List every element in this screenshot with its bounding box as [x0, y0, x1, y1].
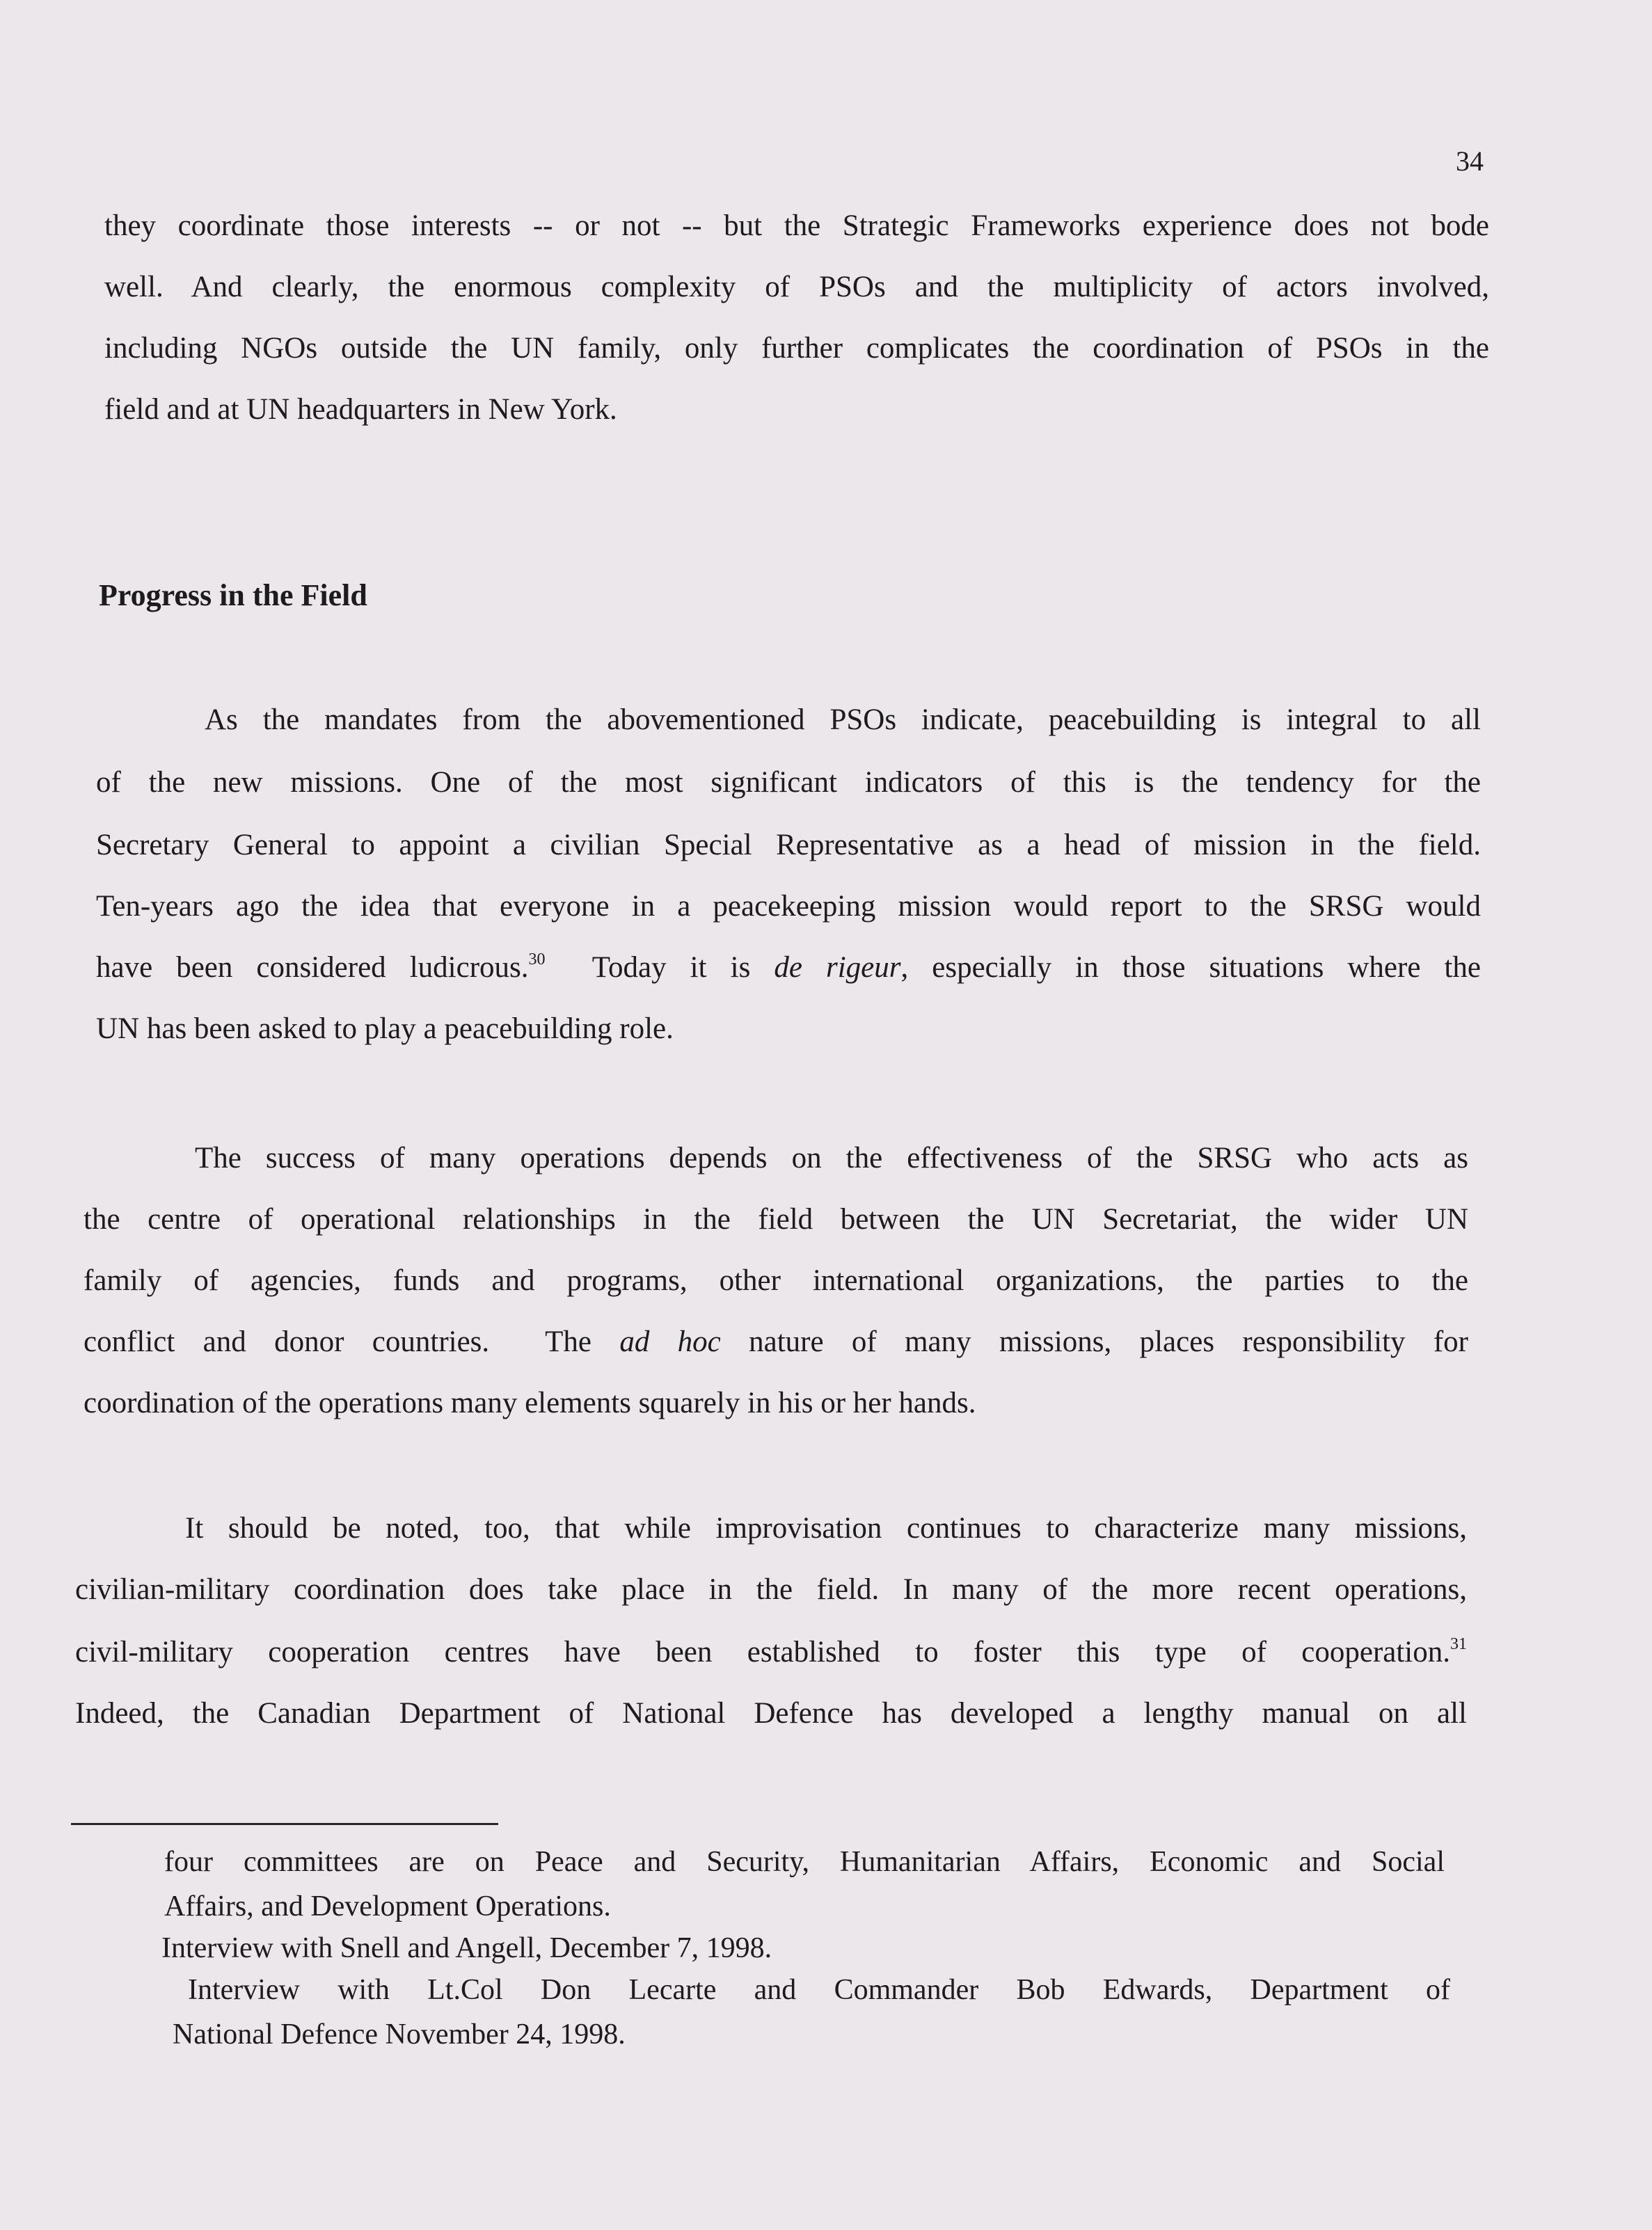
paragraph-line: well. And clearly, the enormous complexity of PSOs and the multiplicity of actors involved,	[104, 271, 1489, 303]
paragraph-line	[75, 1635, 1467, 1669]
footnote-31: Interview with Lt.Col Don Lecarte and Commander Bob Edwards, Department of	[188, 1974, 1450, 2006]
paragraph-line: Indeed, the Canadian Department of National Defence has developed a lengthy manual on all	[75, 1697, 1467, 1730]
text-run: , especially in those situations where the	[900, 951, 1481, 984]
paragraph-line: they coordinate those interests -- or not -- but the Strategic Frameworks experience does not bode	[104, 209, 1489, 242]
paragraph-line: coordination of the operations many elements squarely in his or her hands.	[84, 1387, 976, 1419]
paragraph-line	[96, 950, 1481, 985]
paragraph-line: Secretary General to appoint a civilian Special Representative as a head of mission in the field.	[96, 829, 1481, 861]
footnote-continuation: four committees are on Peace and Security, Humanitarian Affairs, Economic and Social	[164, 1846, 1445, 1878]
paragraph-line: It should be noted, too, that while improvisation continues to characterize many missions,	[185, 1512, 1467, 1545]
paragraph-line: field and at UN headquarters in New York.	[104, 393, 617, 426]
text-run: civil-military cooperation centres have been established to foster this type of cooperation.	[75, 1636, 1450, 1668]
italic-text: ad hoc	[619, 1325, 721, 1358]
footnote-30: Interview with Snell and Angell, December 7, 1998.	[161, 1932, 772, 1964]
text-run: Today it is	[545, 951, 775, 984]
paragraph-line: the centre of operational relationships in the field between the UN Secretariat, the wider UN	[84, 1203, 1468, 1236]
section-heading: Progress in the Field	[99, 578, 367, 612]
paragraph-line: The success of many operations depends on the effectiveness of the SRSG who acts as	[195, 1142, 1468, 1174]
paragraph-line: of the new missions. One of the most significant indicators of this is the tendency for the	[96, 766, 1481, 799]
footnote-31-cont: National Defence November 24, 1998.	[173, 2018, 626, 2050]
paragraph-line: family of agencies, funds and programs, other international organizations, the parties to the	[84, 1264, 1468, 1297]
footnote-divider	[71, 1823, 498, 1825]
paragraph-line	[84, 1325, 1468, 1359]
text-run: nature of many missions, places responsibility for	[720, 1325, 1469, 1358]
paragraph-line: As the mandates from the abovementioned PSOs indicate, peacebuilding is integral to all	[205, 703, 1481, 736]
text-run: conflict and donor countries. The	[84, 1325, 620, 1358]
paragraph-line: UN has been asked to play a peacebuilding role.	[96, 1012, 674, 1045]
footnote-ref-31: 31	[1450, 1635, 1467, 1653]
paragraph-line: Ten-years ago the idea that everyone in a peacekeeping mission would report to the SRSG would	[96, 890, 1481, 923]
paragraph-line: including NGOs outside the UN family, only further complicates the coordination of PSOs in the	[104, 332, 1489, 365]
footnote-ref-30: 30	[528, 950, 546, 969]
footnote-continuation: Affairs, and Development Operations.	[164, 1890, 611, 1922]
italic-text: de rigeur	[774, 951, 901, 984]
page-number: 34	[1456, 145, 1484, 177]
text-run: have been considered ludicrous.	[96, 951, 529, 984]
paragraph-line: civilian-military coordination does take place in the field. In many of the more recent operations,	[75, 1573, 1467, 1606]
